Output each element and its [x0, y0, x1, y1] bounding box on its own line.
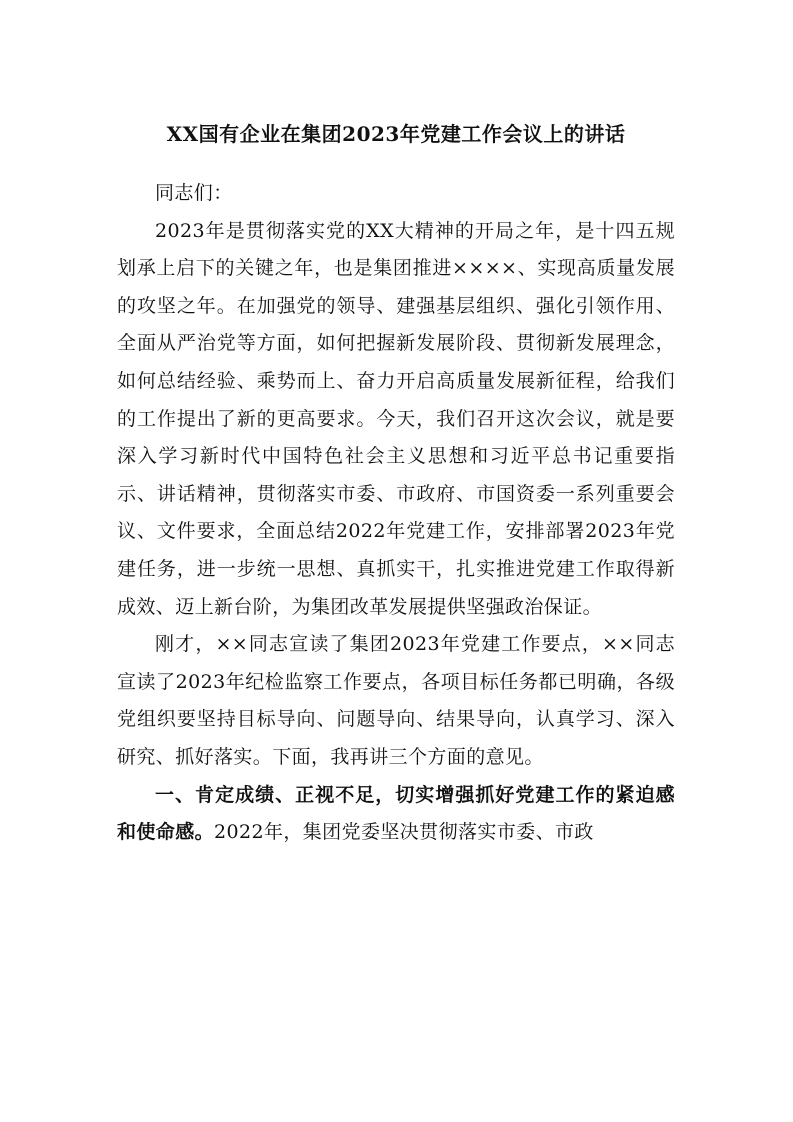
section-one-paragraph: [117, 777, 675, 852]
paragraph-opening: 2023年是贯彻落实党的XX大精神的开局之年，是十四五规划承上启下的关键之年，也是集团推进××××、实现高质量发展的攻坚之年。在加强党的领导、建强基层组织、强化引领作用、全面从严治党等方面，如何把握新发展阶段、贯彻新发展理念，如何总结经验、乘势而上、奋力开启高质量发展新征程，给我们的工作提出了新的更高要求。今天，我们召开这次会议，就是要深入学习新时代中国特色社会主义思想和习近平总书记重要指示、讲话精神，贯彻落实市委、市政府、市国资委一系列重要会议、文件要求，全面总结2022年党建工作，安排部署2023年党建任务，进一步统一思想、真抓实干，扎实推进党建工作取得新成效、迈上新台阶，为集团改革发展提供坚强政治保证。: [117, 219, 675, 618]
greeting: 同志们：: [155, 182, 233, 204]
document-page: [117, 0, 675, 1122]
document-title: XX国有企业在集团2023年党建工作会议上的讲话: [166, 122, 626, 146]
section-one-text: 2022年，集团党委坚决贯彻落实市委、市政: [214, 821, 594, 844]
paragraph-tasks: 刚才，××同志宣读了集团2023年党建工作要点，××同志宣读了2023年纪检监察工作要点，各项目标任务都已明确，各级党组织要坚持目标导向、问题导向、结果导向，认真学习、深入研究、抓好落实。下面，我再讲三个方面的意见。: [117, 633, 675, 768]
section-one-heading: 一、肯定成绩、正视不足，切实增强抓好党建工作的紧迫感和使命感。: [117, 783, 675, 844]
document-body: [117, 175, 675, 852]
